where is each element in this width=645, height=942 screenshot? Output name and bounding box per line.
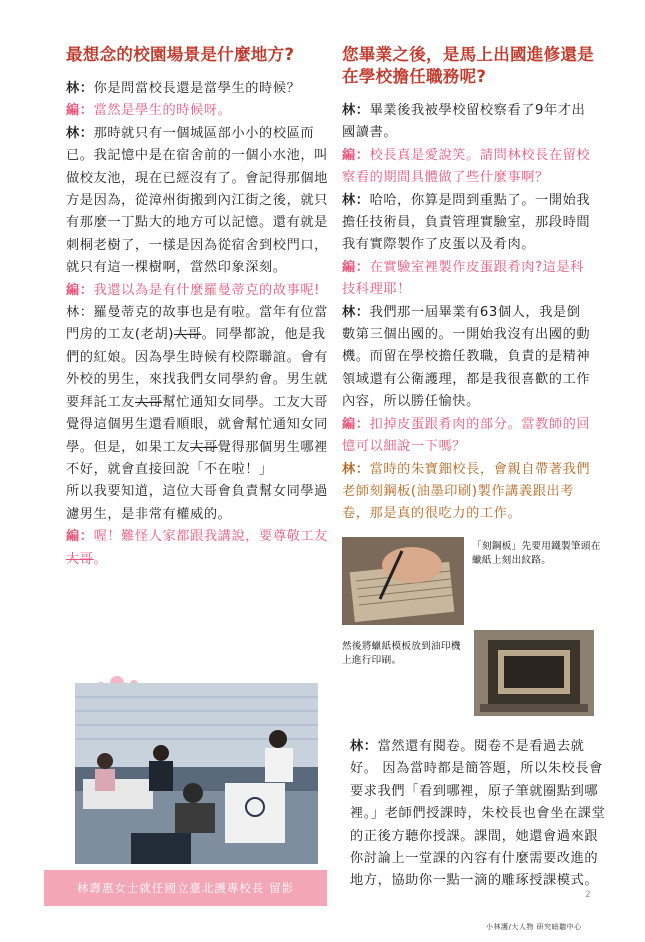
paragraph-text: 我們那一屆畢業有63個人，我是倒數第三個出國的。一開始我沒有出國的動機。而留在學校擔任教職，負責的是精神領域還有公衛護理，都是我很喜歡的工作內容，所以勝任愉快。 [342,304,591,410]
paragraph-text: 在實驗室裡製作皮蛋跟肴肉?這是科技科理耶！ [342,259,584,298]
footer-text: 小林護/大人物 研究暗聽中心 [486,923,582,931]
struck-word: 大哥 [66,551,94,567]
paragraph-text: 當然是學生的時候呀。 [93,103,232,119]
right-bottom-text [350,736,608,893]
struck-word: 大哥 [174,327,202,343]
speaker-label: 編： [66,282,94,298]
paragraph-bian-3 [66,526,328,571]
speaker-label: 林： [66,125,94,141]
speaker-label: 林： [342,103,370,118]
struck-word: 大哥 [134,394,163,410]
speaker-label: 編： [66,103,94,119]
paragraph-text: 那時就只有一個城區部小小的校區而已。我記憶中是在宿舍前的一個小水池，叫做校友池，現在已經沒有了。會記得那個地方是因為，從漳州街搬到內江街之後，就只有那麼一丁點大的地方可以記憶。還有就是刺桐老樹了，一樣是因為從宿舍到校門口，就只有這一棵樹啊，當然印象深刻。 [66,125,328,276]
paragraph-bian-1 [342,145,594,190]
speaker-label: 編： [342,259,370,275]
stencil-note: 「刻鋼板」先要用鐵製筆頭在蠟紙上刻出紋路。 [472,541,601,566]
paragraph-lin-3 [66,302,328,481]
left-heading: 最想念的校園場景是什麼地方? [66,45,295,64]
ceremony-photo [75,683,318,864]
paragraph-lin-3 [342,302,594,414]
speaker-label: 林： [66,81,94,96]
paragraph-text: 喔！難怪人家都跟我講說，要尊敬工友 [93,529,328,545]
stencil-engraving-photo [342,537,464,625]
paragraph-lin-5 [350,736,608,893]
paragraph-text: 所以我要知道，這位大哥會負責幫女同學過濾男生，是非常有權威的。 [66,484,328,522]
paragraph-lin-4 [342,459,594,526]
paragraph-text: 覺得那個男生哪裡不好，就會直接回說「不在啦！」 [66,439,328,477]
right-column [342,44,594,526]
speaker-label: 編： [342,147,370,163]
speaker-label: 林： [342,461,370,477]
paragraph-text: 當時的朱寶鈿校長，會親自帶著我們老師刻鋼板(油墨印刷)製作講義跟出考卷，那是真的很吃力的工作。 [342,461,591,522]
paragraph-text: 當然還有閱卷。閱卷不是看過去就好。 因為當時都是簡答題，所以朱校長會要求我們「看到哪裡，原子筆就圈點到哪裡。」老師們授課時，朱校長也會坐在課堂的正後方聽你授課。課間，她還會過來跟你討論上一堂課的內容有什麼需要改進的地方，協助你一點一滴的雕琢授課模式。 [350,739,606,889]
paragraph-text: 幫忙通知女同學。工友大哥覺得這個男生還看順眼，就會幫忙通知女同學。但是，如果工友 [66,394,328,455]
paragraph-text: 羅曼蒂克的故事也是有啦。當年有位當門房的工友(老胡) [66,305,328,343]
paragraph-bian-2 [66,280,328,302]
paragraph-text: 。 [93,551,108,567]
paragraph-text: 。同學都說，他是我們的紅娘。因為學生時候有校際聯誼。會有外校的男生，來找我們女同學約會。男生就要拜託工友 [66,327,328,410]
speaker-label: 林： [342,304,370,320]
paragraph-bian-2 [342,257,594,302]
ceremony-photo-illustration [75,683,318,864]
paragraph-text: 畢業後我被學校留校察看了9年才出國讀書。 [342,103,586,141]
mimeograph-illustration [474,630,594,716]
paragraph-text: 哈哈，你算是問到重點了。一開始我擔任技術員，負責管理實驗室，那段時間我有實際製作了皮蛋以及肴肉。 [342,192,591,253]
paragraph-lin-1 [342,100,594,145]
struck-word: 大哥 [190,439,218,455]
speaker-label: 林： [350,739,378,754]
photo-caption: 林壽惠女士就任國立臺北護專校長 留影 [44,870,327,906]
right-heading: 您畢業之後，是馬上出國進修還是在學校擔任職務呢? [342,45,594,86]
paragraph-lin-4 [66,481,328,526]
paragraph-text: 你是問當校長還是當學生的時候？ [93,81,301,96]
paragraph-bian-1 [66,100,328,122]
speaker-label: 編： [342,416,370,432]
speaker-label: 編： [66,529,94,545]
paragraph-text: 我還以為是有什麼羅曼蒂克的故事呢! [93,282,321,298]
paragraph-lin-2 [66,123,328,280]
paragraph-lin-2 [342,190,594,257]
page-number: 2 [585,890,591,900]
paragraph-text: 校長真是愛說笑。請問林校長在留校察看的期間具體做了些什麼事啊？ [342,147,591,186]
mimeograph-note: 然後將蠟紙模板放到油印機上進行印刷。 [342,641,461,666]
speaker-label: 林： [342,192,370,208]
paragraph-bian-3 [342,414,594,459]
speaker-label: 林： [66,305,94,321]
mimeograph-photo [474,630,594,716]
paragraph-text: 扣掉皮蛋跟肴肉的部分。當教師的回憶可以細說一下嗎？ [342,416,591,455]
stencil-engraving-illustration [342,537,464,625]
paragraph-lin-1 [66,78,328,100]
left-column [66,44,328,571]
